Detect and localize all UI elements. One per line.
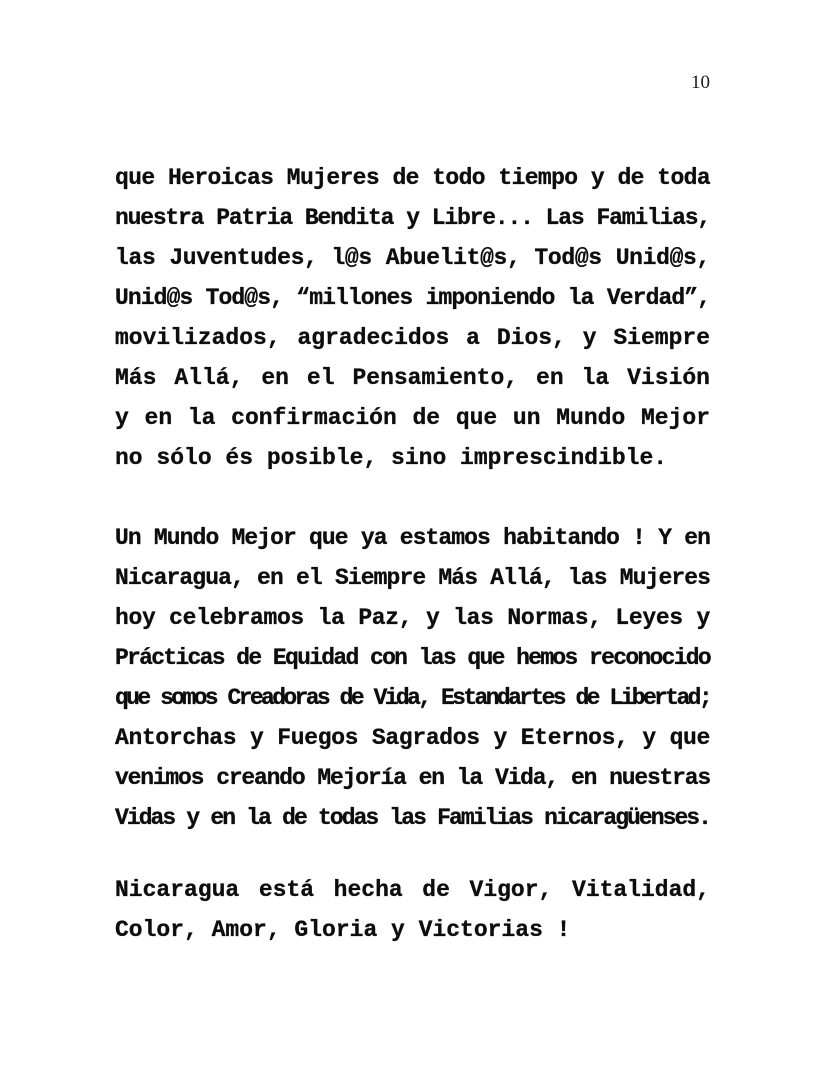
text-line: Prácticas de Equidad con las que hemos reconocido	[115, 645, 710, 671]
text-line: que somos Creadoras de Vida, Estandartes de Libertad;	[115, 685, 710, 711]
text-line: Vidas y en la de todas las Familias nicaragüenses.	[115, 805, 710, 831]
document-body	[115, 158, 710, 950]
text-line: las Juventudes, l@s Abuelit@s, Tod@s Unid@s,	[115, 245, 710, 271]
text-line: Antorchas y Fuegos Sagrados y Eternos, y que	[115, 725, 710, 751]
text-line: venimos creando Mejoría en la Vida, en nuestras	[115, 765, 710, 791]
text-line: Nicaragua, en el Siempre Más Allá, las Mujeres	[115, 565, 710, 591]
text-line: hoy celebramos la Paz, y las Normas, Leyes y	[115, 605, 710, 631]
text-line: Color, Amor, Gloria y Victorias !	[115, 917, 571, 943]
page-number: 10	[691, 72, 710, 93]
text-line: Nicaragua está hecha de Vigor, Vitalidad,	[115, 877, 710, 903]
text-line: Unid@s Tod@s, “millones imponiendo la Verdad”,	[115, 285, 710, 311]
text-line: movilizados, agradecidos a Dios, y Siempre	[115, 325, 710, 351]
text-line: Más Allá, en el Pensamiento, en la Visión	[115, 365, 710, 391]
text-line: Un Mundo Mejor que ya estamos habitando ! Y en	[115, 525, 710, 551]
text-line: que Heroicas Mujeres de todo tiempo y de toda	[115, 165, 710, 191]
text-line: nuestra Patria Bendita y Libre... Las Familias,	[115, 205, 710, 231]
paragraph	[115, 870, 710, 950]
text-line: no sólo és posible, sino imprescindible.	[115, 445, 668, 471]
text-line: y en la confirmación de que un Mundo Mejor	[115, 405, 710, 431]
paragraph	[115, 158, 710, 478]
paragraph	[115, 518, 710, 838]
